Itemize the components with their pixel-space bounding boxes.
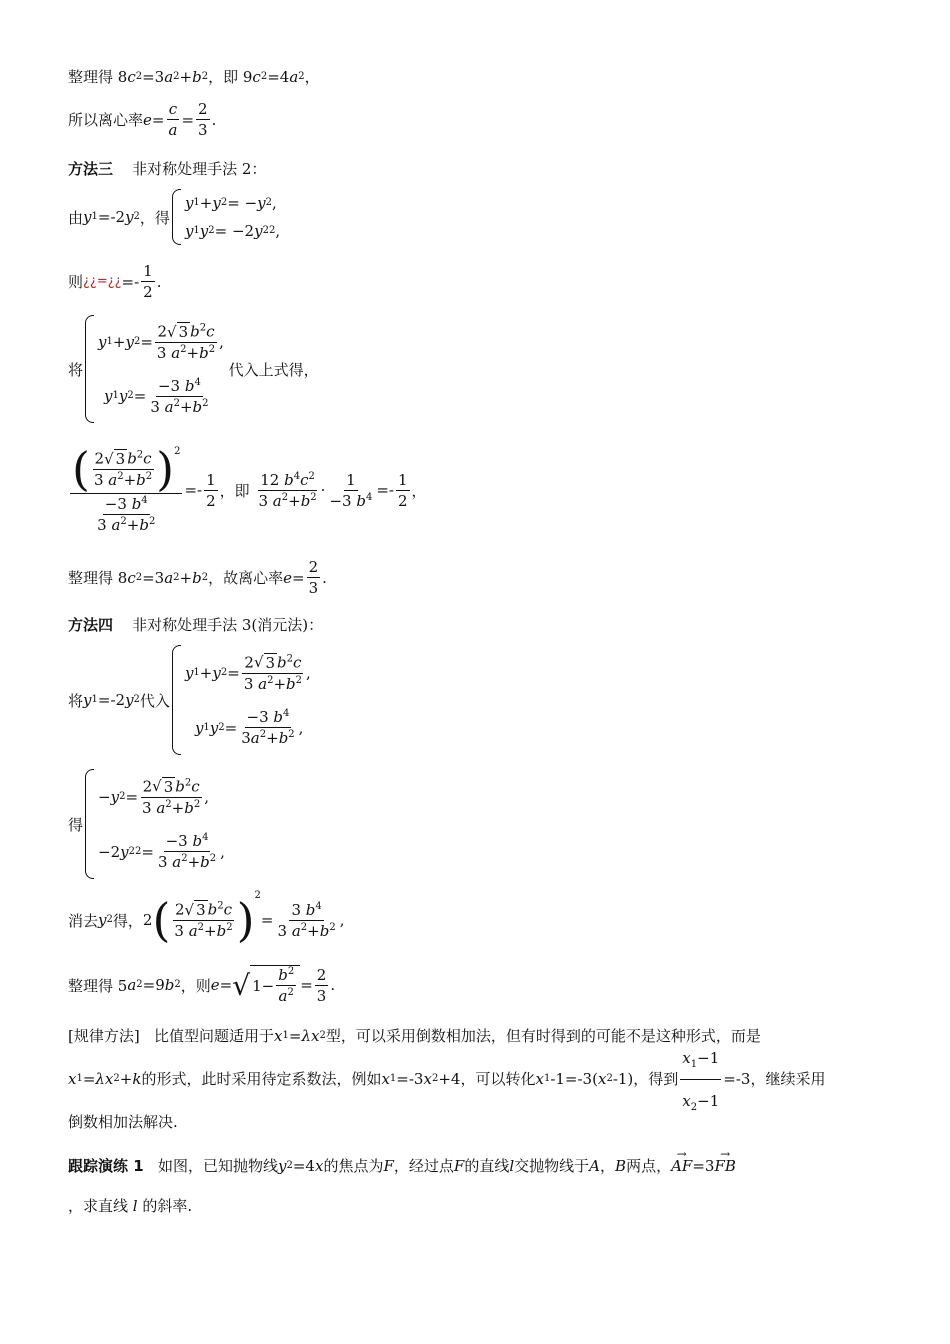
line-substitute-method4: 将 y 1 =-2 y 2 代入 y 1 + y 2 = 2√ 3 $b^2c$ 3 $a^2+b^2$ , y 1 y 2 = $\frac{-3 b^4}{3a^2+b^2}$ , bbox=[68, 644, 311, 756]
method-three-heading: 方法三 非对称处理手法 2： bbox=[68, 160, 267, 178]
line-simplify-2: 整理得 8 c 2 =3 a 2 + b 2 ，故离心率 e = $\frac{2}{3}$ . bbox=[68, 558, 327, 597]
line-substitute-system: 将 y 1 + y 2 = 2√ 3 $b^2c$ 3 $a^2+b^2$ , y 1 y 2 = $\frac{-3 b^4}{3 a^2+b^2}$ 代入上式得， bbox=[68, 314, 319, 424]
line-eliminate: 消去 y 2 得， 2 ( 2√ 3 $b^2c$ 3 $a^2+b^2$ ) 2 = $\frac{3 b^4}{3 a^2+b^2}$ , bbox=[68, 890, 345, 947]
tracking-exercise: 跟踪演练 1 如图，已知抛物线 y 2 =4 x 的焦点为 F ，经过点 F 的直线 l 交抛物线于 A ， B 两点， → AF =3 → FB ，求直线 l 的斜率. bbox=[68, 1146, 888, 1226]
line-eccentricity-1: 所以离心率 e = $\frac{c}{a}$ = $\frac{2}{3}$ . bbox=[68, 100, 217, 139]
line-compound-fraction: ( 2√ 3 $b^2c$ 3 $a^2+b^2$ ) 2 $\frac{-3 b^4}{3 a^2+b^2}$ =- $\frac{1}{2}$ ，即 $\frac{12 b^4c^2}{3 a^2+b^2}$ · $\frac{1}{-3 b^4}$ =- $\frac{1}{2}$ ， bbox=[72, 442, 427, 534]
method-three-label: 方法三 bbox=[68, 160, 114, 178]
tracking-label: 跟踪演练 1 bbox=[68, 1157, 144, 1175]
method-four-heading: 方法四 非对称处理手法 3(消元法)： bbox=[68, 616, 324, 634]
line-simplify-1: 整理得 8 c 2 =3 a 2 + b 2 ，即 9 c 2 =4 a 2 ， bbox=[68, 67, 320, 86]
line-given-system: 由 y 1 =-2 y 2 ，得 y 1 + y 2 = − y 2 , y 1 y 2 = −2 y 2 2 , bbox=[68, 188, 280, 246]
line-result-system: 得 − y 2 = 2√ 3 $b^2c$ 3 $a^2+b^2$ , −2 y 2 2 = $\frac{-3 b^4}{3 a^2+b^2}$ , bbox=[68, 768, 225, 880]
method-four-label: 方法四 bbox=[68, 616, 114, 634]
equation-system: y 1 + y 2 = − y 2 , y 1 y 2 = −2 y 2 2 , bbox=[170, 189, 280, 245]
rule-label: [规律方法] bbox=[68, 1027, 140, 1045]
line-final-eccentricity: 整理得 5 a 2 =9 b 2 ，则 e = √ 1− $\frac{b^2}{a^2}$ = $\frac{2}{3}$ . bbox=[68, 965, 336, 1005]
line-ratio: 则 ¿¿=¿¿ =- $\frac{1}{2}$ . bbox=[68, 262, 162, 301]
rule-method-paragraph: [规律方法] 比值型问题适用于 x 1 = λx 2 型，可以采用倒数相加法，但有时得到的可能不是这种形式，而是 x 1 = λx 2 + k 的形式，此时采用待定系数法，例如 x 1 =-3 x 2 +4 ，可以转化 x 1 -1=-3( x 2 -1) ，得到 $\frac{x_1-1}{x_2-1}$ =-3，继续采用 倒数相加法解决. bbox=[68, 1016, 888, 1142]
